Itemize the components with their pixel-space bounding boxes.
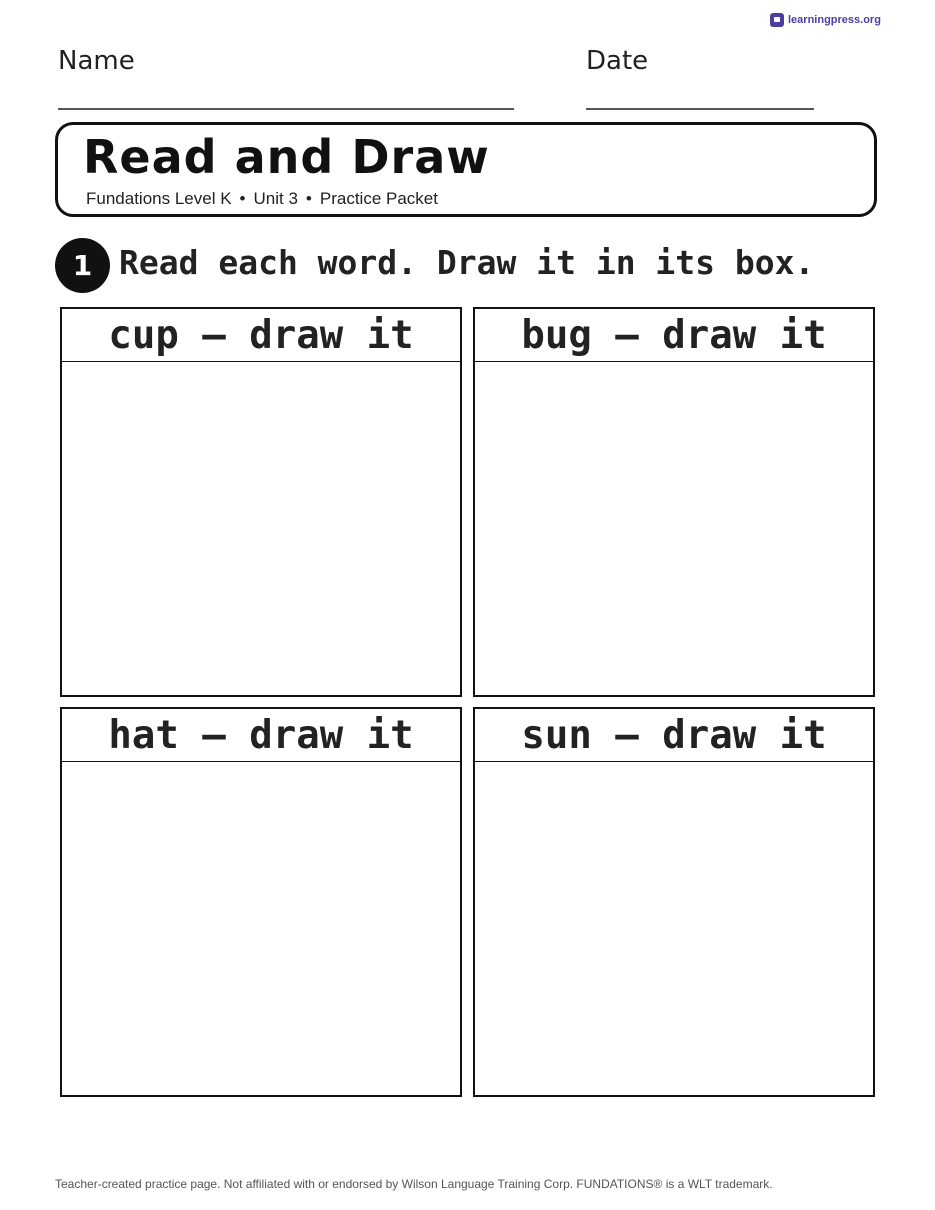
page-title: Read and Draw — [83, 130, 490, 184]
card-label: cup – draw it — [62, 309, 460, 362]
draw-card-hat — [60, 707, 462, 1097]
date-label: Date — [586, 46, 649, 76]
footer-disclaimer: Teacher-created practice page. Not affiliated with or endorsed by Wilson Language Training Corp. FUNDATIONS® is a WLT trademark. — [55, 1177, 773, 1191]
drawing-area[interactable] — [62, 362, 460, 696]
draw-card-cup — [60, 307, 462, 697]
draw-card-bug — [473, 307, 875, 697]
draw-card-sun — [473, 707, 875, 1097]
instruction-number-badge: 1 — [55, 238, 110, 293]
name-line — [58, 108, 514, 110]
book-icon — [770, 13, 784, 27]
brand-text: learningpress.org — [788, 14, 881, 26]
brand-logo — [770, 13, 881, 27]
name-label: Name — [58, 46, 135, 76]
title-box — [55, 122, 877, 217]
drawing-area[interactable] — [475, 362, 873, 696]
subtitle-packet: Practice Packet — [319, 189, 438, 208]
date-line — [586, 108, 814, 110]
page-subtitle — [86, 189, 438, 209]
card-label: hat – draw it — [62, 709, 460, 762]
card-label: bug – draw it — [475, 309, 873, 362]
drawing-area[interactable] — [62, 762, 460, 1096]
subtitle-unit: Unit 3 — [253, 189, 298, 208]
subtitle-separator: • — [239, 189, 246, 208]
subtitle-separator: • — [305, 189, 312, 208]
drawing-area[interactable] — [475, 762, 873, 1096]
instruction-text: Read each word. Draw it in its box. — [119, 243, 815, 282]
subtitle-level: Fundations Level K — [86, 189, 232, 208]
card-label: sun – draw it — [475, 709, 873, 762]
